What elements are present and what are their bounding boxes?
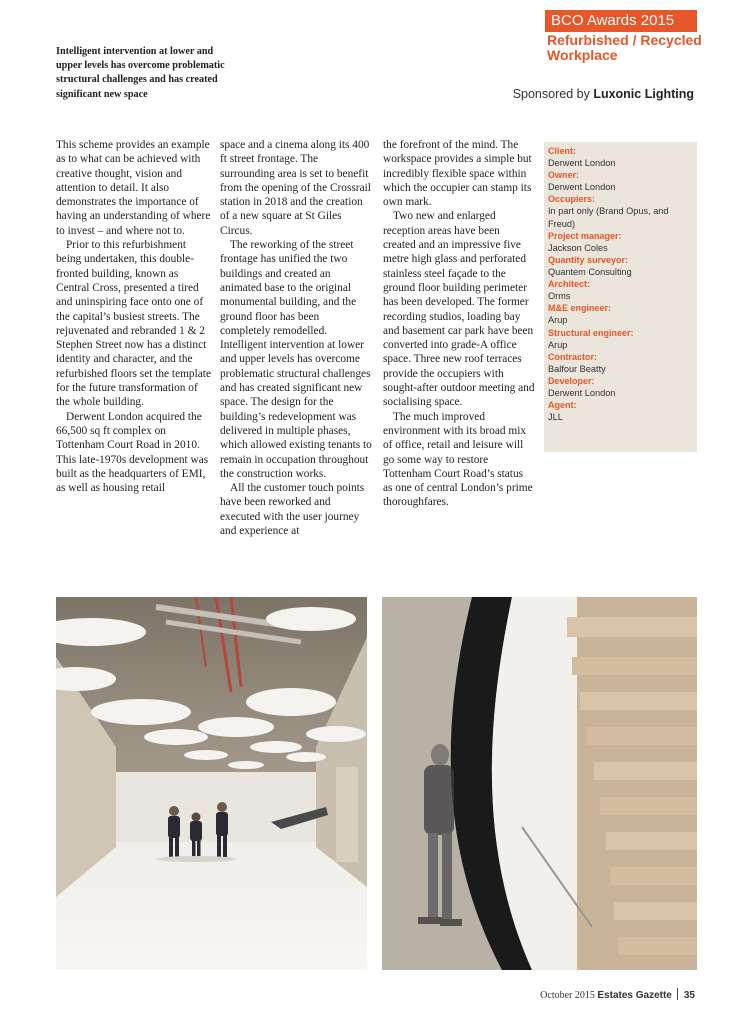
credit-label: Agent: (548, 400, 577, 411)
paragraph: The much improved environment with its broad mix of office, retail and leisure will go some way to restore Tottenham Court Road’s status as one of central London’s prime thoroughfares. (383, 410, 533, 509)
paragraph: space and a cinema along its 400 ft street frontage. The surrounding area is set to benefit from the opening of the Crossrail station in 2018 and the creation of a new square at St Giles Circus. (220, 139, 371, 237)
body-column-2 (220, 138, 372, 538)
credit-value: Derwent London (548, 388, 616, 399)
credit-label: Architect: (548, 279, 591, 290)
publication-name: Estates Gazette (597, 990, 672, 1001)
credit-label: Client: (548, 146, 576, 156)
page-number: 35 (683, 990, 695, 1001)
credit-value: Arup (548, 315, 568, 326)
page-footer (540, 988, 695, 1001)
sponsor-name: Luxonic Lighting (593, 87, 694, 101)
reception-photo (56, 597, 367, 970)
credit-value: Orms (548, 291, 571, 302)
credit-value: Arup (548, 339, 568, 350)
credits-box (544, 142, 697, 452)
sponsor-line (513, 87, 694, 101)
credit-value: In part only (Brand Opus, and Freud) (548, 206, 669, 229)
paragraph: Derwent London acquired the 66,500 sq ft complex on Tottenham Court Road in 2010. This late-1970s development was built as the headquarters of EMI, as well as housing retail (56, 410, 209, 495)
paragraph: the forefront of the mind. The workspace provides a simple but incredibly flexible space within which the occupier can stamp its own mark. (383, 139, 532, 209)
paragraph: All the customer touch points have been reworked and executed with the user journey and experience at (220, 482, 365, 538)
staircase-photo (382, 597, 697, 970)
award-category: Refurbished / Recycled Workplace (547, 32, 702, 63)
award-title: BCO Awards 2015 (551, 12, 675, 29)
credit-label: Owner: (548, 170, 580, 181)
credit-label: M&E engineer: (548, 303, 612, 314)
sponsor-prefix: Sponsored by (512, 87, 590, 101)
credit-label: Contractor: (548, 351, 597, 362)
paragraph: Prior to this refurbishment being undertaken, this double-fronted building, known as Central Cross, presented a tired and uninspiring face onto one of the capital’s busiest streets. The rejuvenated and rebranded 1 & 2 Stephen Street now has a distinct identity and character, and the refurbished floors set the template for the future transformation of the whole building. (56, 239, 211, 409)
standfirst: Intelligent intervention at lower and upper levels has overcome problematic structural challenges and has created significant new space (56, 46, 225, 100)
reception-illustration (56, 597, 367, 970)
credit-value: Balfour Beatty (548, 363, 606, 374)
paragraph: This scheme provides an example as to what can be achieved with creative thought, vision and attention to detail. It also demonstrates the importance of having an understanding of where to invest – and where not to. (56, 139, 211, 237)
paragraph: The reworking of the street frontage has unified the two buildings and created an animated base to the original monumental building, and the ground floor has been completely remodelled. Intelligent intervention at lower and upper levels has overcome problematic structural challenges and has created significant new space. The design for the building’s redevelopment was delivered in multiple phases, which allowed existing tenants to remain in occupation throughout the construction works. (220, 239, 372, 480)
credit-value: Derwent London (548, 182, 616, 193)
credit-label: Occupiers: (548, 194, 596, 205)
credit-value: Quantem Consulting (548, 267, 632, 278)
credit-label: Developer: (548, 376, 595, 387)
issue-date: October 2015 (540, 990, 595, 1001)
credit-label: Project manager: (548, 230, 622, 241)
credit-value: Derwent London (548, 158, 616, 168)
staircase-illustration (382, 597, 697, 970)
credit-label: Quantity surveyor: (548, 255, 629, 266)
body-column-1 (56, 138, 212, 495)
footer-divider (677, 988, 678, 1000)
credit-label: Structural engineer: (548, 327, 634, 338)
paragraph: Two new and enlarged reception areas have been created and an impressive five metre high glass and perforated stainless steel façade to the ground floor building perimeter has been developed. The former recording studios, loading bay and basement car park have been converted into grade-A office space. Three new roof terraces provide the occupiers with sought-after outdoor meeting and socialising space. (383, 210, 535, 409)
body-column-3 (383, 138, 535, 510)
credit-value: JLL (548, 412, 563, 423)
credit-value: Jackson Coles (548, 242, 608, 253)
